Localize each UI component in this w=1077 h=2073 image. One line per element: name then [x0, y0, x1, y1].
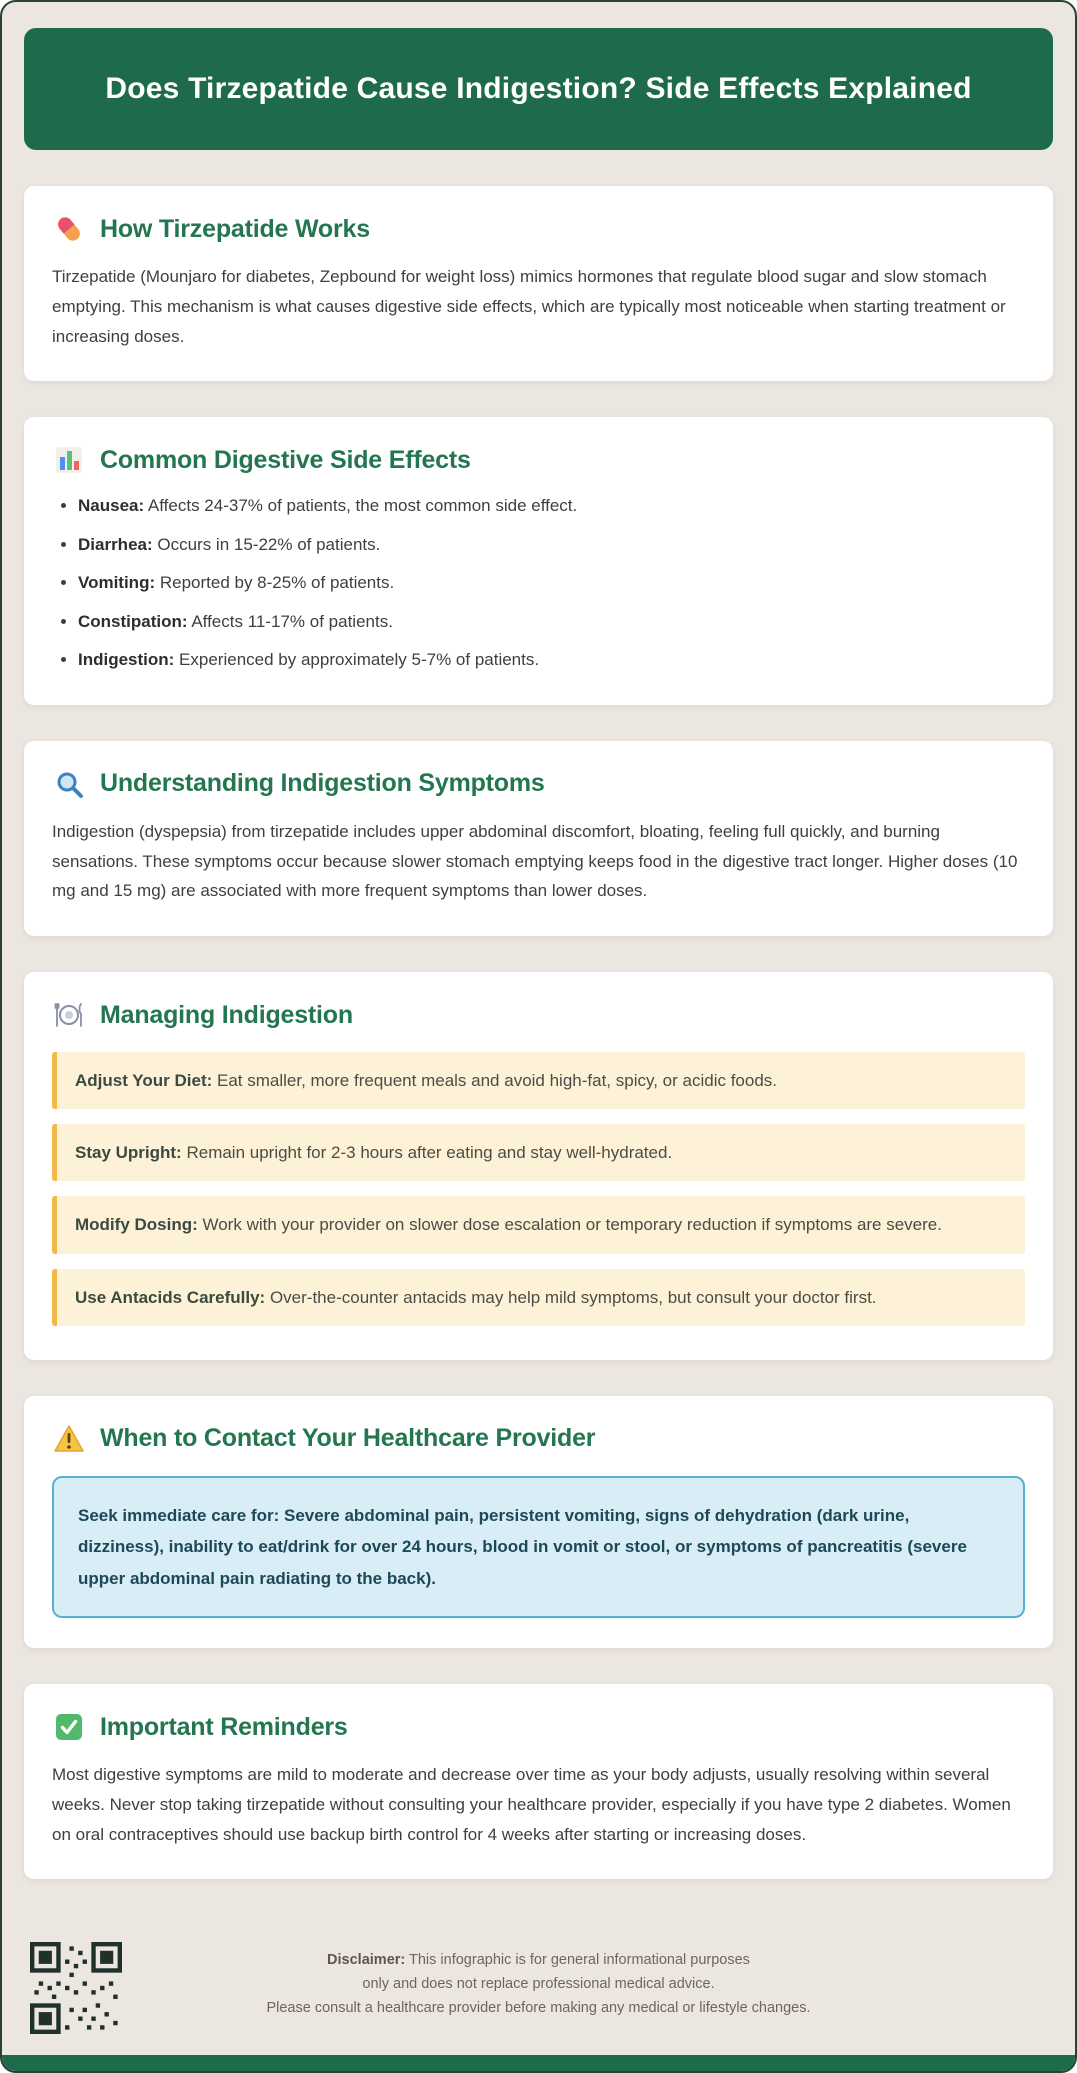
- section-contact-provider: [24, 1396, 1053, 1648]
- item-label: Nausea:: [78, 496, 145, 516]
- qr-code: [30, 1942, 122, 2039]
- section-heading: [52, 998, 1025, 1032]
- tip-text: Over-the-counter antacids may help mild symptoms, but consult your doctor first.: [265, 1287, 877, 1307]
- section-heading: [52, 767, 1025, 801]
- page-header: [24, 28, 1053, 150]
- tip-box: [52, 1269, 1025, 1326]
- item-label: Indigestion:: [78, 650, 175, 670]
- item-label: Constipation:: [78, 611, 188, 631]
- section-heading: [52, 212, 1025, 246]
- section-body: Most digestive symptoms are mild to moderate and decrease over time as your body adjusts, usually resolving within several weeks. Never stop taking tirzepatide without consulting your healthcare provider, especially if you have type 2 diabetes. Women on oral contraceptives should use backup birth control for 4 weeks after starting or increasing doses.: [52, 1765, 1011, 1844]
- disclaimer-line-1: [152, 1949, 925, 1973]
- tip-text: Remain upright for 2-3 hours after eating and stay well-hydrated.: [181, 1143, 673, 1163]
- tip-box: [52, 1052, 1025, 1109]
- item-text: Reported by 8-25% of patients.: [155, 573, 395, 593]
- item-text: Occurs in 15-22% of patients.: [152, 534, 381, 554]
- section-title: Managing Indigestion: [100, 1000, 353, 1029]
- section-title: Important Reminders: [100, 1712, 348, 1741]
- alert-box: [52, 1476, 1025, 1618]
- side-effects-list: [52, 493, 1025, 673]
- section-common-side-effects: [24, 417, 1053, 705]
- warning-icon: [52, 1422, 86, 1456]
- section-how-tirzepatide-works: [24, 186, 1053, 381]
- item-text: Affects 11-17% of patients.: [187, 611, 393, 631]
- pill-icon: [52, 212, 86, 246]
- disclaimer-line-3: Please consult a healthcare provider before making any medical or lifestyle changes.: [266, 2000, 811, 2017]
- search-icon: [52, 767, 86, 801]
- disclaimer: [152, 1939, 925, 2021]
- plate-icon: [52, 998, 86, 1032]
- section-heading: [52, 443, 1025, 477]
- disclaimer-text: This infographic is for general informational purposes: [405, 1952, 750, 1969]
- tip-label: Stay Upright:: [75, 1143, 182, 1163]
- section-title: Understanding Indigestion Symptoms: [100, 769, 545, 798]
- list-item: [78, 532, 1025, 558]
- tip-box: [52, 1124, 1025, 1181]
- list-item: [78, 609, 1025, 635]
- section-title: Common Digestive Side Effects: [100, 445, 471, 474]
- section-title: How Tirzepatide Works: [100, 214, 370, 243]
- page-title: Does Tirzepatide Cause Indigestion? Side Effects Explained: [105, 72, 972, 105]
- tips-list: [52, 1052, 1025, 1326]
- bar-chart-icon: [52, 443, 86, 477]
- tip-label: Adjust Your Diet:: [75, 1071, 213, 1090]
- list-item: [78, 570, 1025, 596]
- bottom-accent-bar: [2, 2055, 1075, 2071]
- tip-label: Modify Dosing:: [75, 1215, 198, 1235]
- item-text: Experienced by approximately 5-7% of patients.: [174, 650, 540, 670]
- check-icon: [52, 1710, 86, 1744]
- section-managing-indigestion: [24, 972, 1053, 1360]
- alert-text: Seek immediate care for: Severe abdominal pain, persistent vomiting, signs of dehydration (dark urine, dizziness), inability to eat/drink for over 24 hours, blood in vomit or stool, or symptoms of pancreatitis (severe upper abdominal pain radiating to the back).: [78, 1505, 967, 1588]
- item-label: Diarrhea:: [78, 534, 153, 554]
- list-item: [78, 647, 1025, 673]
- list-item: [78, 493, 1025, 519]
- section-heading: [52, 1710, 1025, 1744]
- disclaimer-label: Disclaimer:: [327, 1952, 406, 1969]
- tip-label: Use Antacids Carefully:: [75, 1287, 266, 1307]
- section-body: Tirzepatide (Mounjaro for diabetes, Zepbound for weight loss) mimics hormones that regulate blood sugar and slow stomach emptying. This mechanism is what causes digestive side effects, which are typically most noticeable when starting treatment or increasing doses.: [52, 267, 1006, 346]
- section-heading: [52, 1422, 1025, 1456]
- tip-text: Eat smaller, more frequent meals and avoid high-fat, spicy, or acidic foods.: [212, 1071, 778, 1090]
- section-body: Indigestion (dyspepsia) from tirzepatide includes upper abdominal discomfort, bloating, feeling full quickly, and burning sensations. These symptoms occur because slower stomach emptying keeps food in the digestive tract longer. Higher doses (10 mg and 15 mg) are associated with more frequent symptoms than lower doses.: [52, 821, 1018, 901]
- tip-box: [52, 1196, 1025, 1253]
- tip-text: Work with your provider on slower dose escalation or temporary reduction if symptoms are severe.: [197, 1215, 942, 1235]
- section-important-reminders: [24, 1684, 1053, 1879]
- item-text: Affects 24-37% of patients, the most common side effect.: [144, 496, 578, 516]
- section-title: When to Contact Your Healthcare Provider: [100, 1424, 596, 1453]
- footer: [2, 1915, 1075, 2055]
- item-label: Vomiting:: [78, 573, 156, 593]
- section-understanding-symptoms: [24, 741, 1053, 936]
- page-content: [2, 2, 1075, 1915]
- disclaimer-line-2: only and does not replace professional medical advice.: [362, 1976, 715, 1993]
